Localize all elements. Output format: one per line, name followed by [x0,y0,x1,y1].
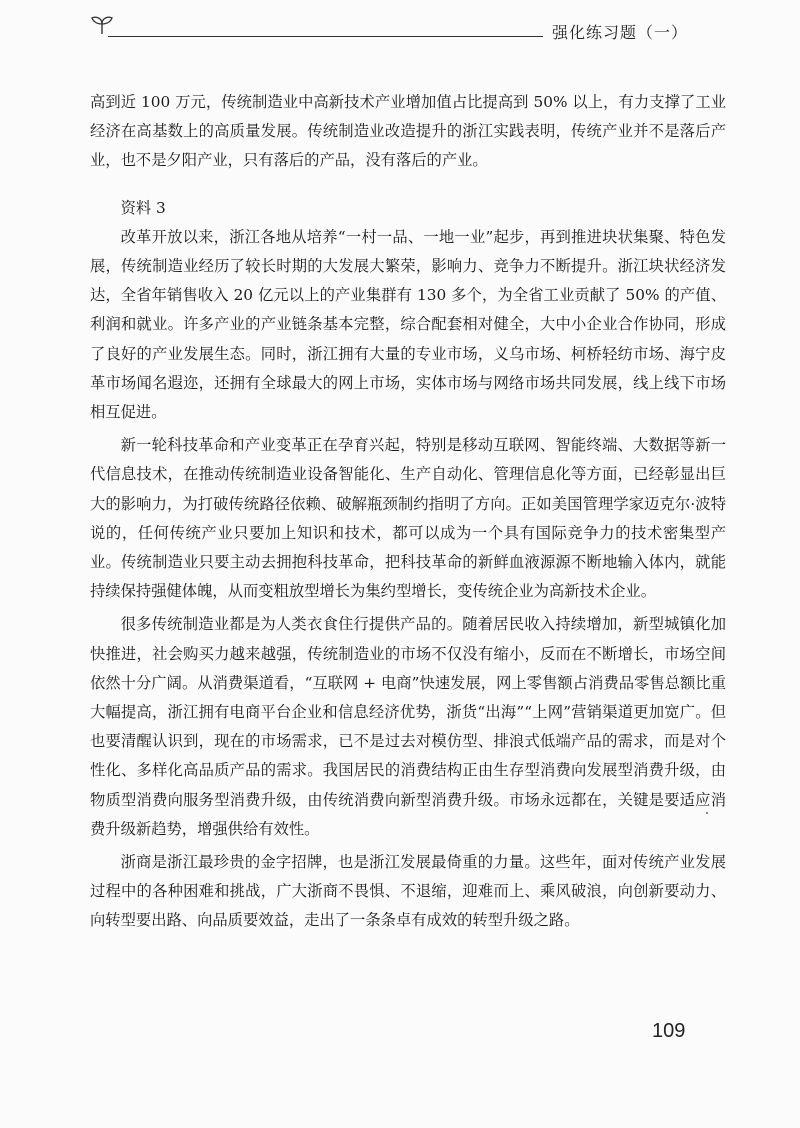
scan-speck [706,812,708,814]
header-rule [108,36,543,37]
sprout-icon [88,10,116,38]
running-header [0,0,800,70]
section-title: 强化练习题（一） [552,23,689,42]
page-number: 109 [652,1020,686,1042]
paragraph-continued: 高到近 100 万元，传统制造业中高新技术产业增加值占比提高到 50% 以上，有力支撑了工业经济在高基数上的高质量发展。传统制造业改造提升的浙江实践表明，传统产业并不是落后产业，也不是夕阳产业，只有落后的产品，没有落后的产业。 [90,93,726,170]
paragraph: 浙商是浙江最珍贵的金字招牌，也是浙江发展最倚重的力量。这些年，面对传统产业发展过程中的各种困难和挑战，广大浙商不畏惧、不退缩，迎难而上、乘风破浪，向创新要动力、向转型要出路、向品质要效益，走出了一条条卓有成效的转型升级之路。 [90,853,726,930]
paragraph: 改革开放以来，浙江各地从培养“一村一品、一地一业”起步，再到推进块状集聚、特色发展，传统制造业经历了较长时期的大发展大繁荣，影响力、竞争力不断提升。浙江块状经济发达，全省年销售收入 20 亿元以上的产业集群有 130 多个，为全省工业贡献了 50% 的产值、利润和就业。许多产业的产业链条基本完整，综合配套相对健全，大中小企业合作协同，形成了良好的产业发展生态。同时，浙江拥有大量的专业市场，义乌市场、柯桥轻纺市场、海宁皮革市场闻名遐迩，还拥有全球最大的网上市场，实体市场与网络市场共同发展，线上线下市场相互促进。 [90,227,726,422]
body-text [90,88,726,936]
paragraph: 很多传统制造业都是为人类衣食住行提供产品的。随着居民收入持续增加，新型城镇化加快推进，社会购买力越来越强，传统制造业的市场不仅没有缩小，反而在不断增长，市场空间依然十分广阔。从消费渠道看，“互联网 + 电商”快速发展，网上零售额占消费品零售总额比重大幅提高，浙江拥有电商平台企业和信息经济优势，浙货“出海”“上网”营销渠道更加宽广。但也要清醒认识到，现在的市场需求，已不是过去对模仿型、排浪式低端产品的需求，而是对个性化、多样化高品质产品的需求。我国居民的消费结构正由生存型消费向发展型消费升级，由物质型消费向服务型消费升级，由传统消费向新型消费升级。市场永远都在，关键是要适应消费升级新趋势，增强供给有效性。 [90,615,726,838]
paragraph: 新一轮科技革命和产业变革正在孕育兴起，特别是移动互联网、智能终端、大数据等新一代信息技术，在推动传统制造业设备智能化、生产自动化、管理信息化等方面，已经彰显出巨大的影响力，为打破传统路径依赖、破解瓶颈制约指明了方向。正如美国管理学家迈克尔·波特说的，任何传统产业只要加上知识和技术，都可以成为一个具有国际竞争力的技术密集型产业。传统制造业只要主动去拥抱科技革命，把科技革命的新鲜血液源源不断地输入体内，就能持续保持强健体魄，从而变粗放型增长为集约型增长，变传统企业为高新技术企业。 [90,436,726,601]
material-heading: 资料 3 [120,198,166,217]
